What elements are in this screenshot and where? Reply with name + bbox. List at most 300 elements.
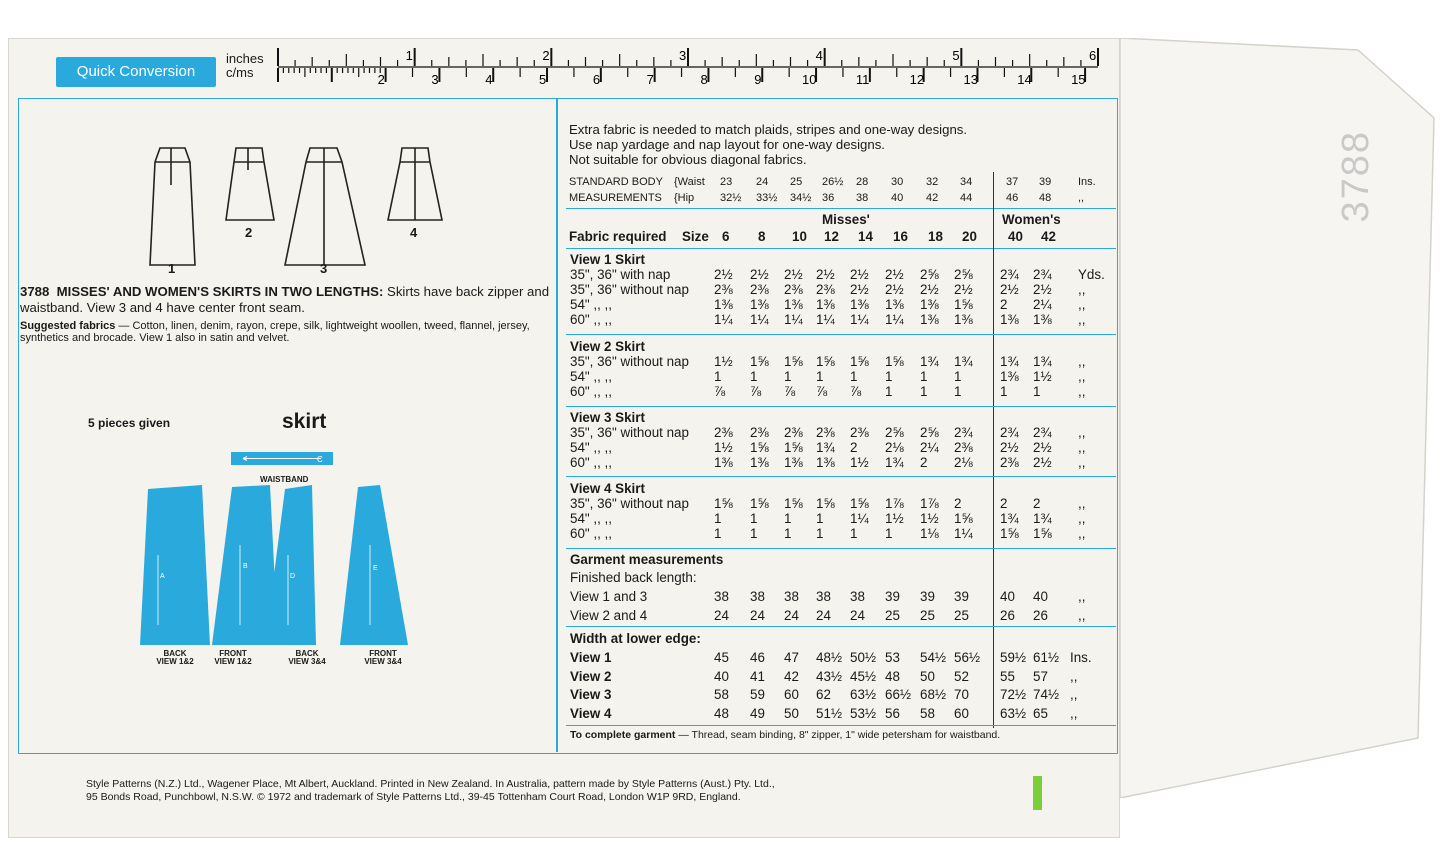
- width-value: 54½: [920, 650, 947, 665]
- garment-value: 24: [750, 608, 765, 623]
- view2-title: View 2 Skirt: [570, 339, 645, 354]
- view1-value: 2⅝: [920, 267, 939, 282]
- piece-label-back-34: BACK VIEW 3&4: [288, 649, 326, 666]
- view2-value: ⅞: [750, 384, 762, 399]
- cm-mark-label: 3: [431, 72, 439, 87]
- width-value: 55: [1000, 668, 1015, 684]
- cm-mark-label: 13: [963, 72, 978, 87]
- view3-value: 2: [850, 440, 858, 455]
- garment-value: 26: [1033, 608, 1048, 623]
- view2-value: 1¾: [1033, 354, 1052, 369]
- size-value: 14: [858, 229, 873, 244]
- garment-value: 40: [1033, 589, 1048, 604]
- view-3-sketch: [285, 148, 365, 265]
- hip-value: 42: [926, 192, 939, 204]
- view2-value: ⅞: [714, 384, 726, 399]
- hip-value: 48: [1039, 192, 1052, 204]
- footer-line-1: Style Patterns (N.Z.) Ltd., Wagener Place, Mt Albert, Auckland. Printed in New Zealand. In Australia, pattern made by Style Patterns (Aust.) Pty. Ltd.,: [86, 778, 775, 790]
- view2-value: ⅞: [850, 384, 862, 399]
- garment-value: 24: [784, 608, 799, 623]
- width-value: 58: [920, 705, 935, 721]
- view2-row-label: 60" ,, ,,: [570, 384, 612, 399]
- cm-mark-label: 14: [1017, 72, 1032, 87]
- view1-unit: ,,: [1078, 297, 1086, 312]
- width-value: 50: [784, 705, 799, 721]
- width-row-label: View 3: [570, 687, 612, 702]
- width-unit: ,,: [1070, 705, 1078, 721]
- view4-title: View 4 Skirt: [570, 481, 645, 496]
- cm-mark-label: 15: [1071, 72, 1086, 87]
- view1-value: 2½: [816, 267, 835, 282]
- garment-value: 24: [816, 608, 831, 623]
- view-sketches: [140, 140, 450, 280]
- view1-row-label: 35", 36" with nap: [570, 267, 671, 282]
- view2-value: 1½: [714, 354, 733, 369]
- view3-value: 2⅜: [784, 425, 803, 440]
- view4-value: 1: [750, 511, 758, 526]
- flap-pattern-number: 3788: [1335, 130, 1377, 223]
- view4-value: 1¾: [1000, 511, 1019, 526]
- view2-value: 1⅝: [850, 354, 869, 369]
- waist-value: 32: [926, 176, 939, 188]
- hip-value: 32½: [720, 192, 742, 204]
- garment-value: 39: [954, 589, 969, 604]
- inch-mark-label: 6: [1089, 48, 1097, 63]
- view1-value: 1⅜: [920, 297, 939, 312]
- view1-value: 2⅜: [784, 282, 803, 297]
- hip-value: 40: [891, 192, 904, 204]
- view1-value: 2¼: [1033, 297, 1052, 312]
- width-value: 58: [714, 687, 729, 702]
- width-value: 52: [954, 668, 969, 684]
- view3-value: 1⅝: [750, 440, 769, 455]
- piece-label-front-34: FRONT VIEW 3&4: [364, 649, 402, 666]
- view3-value: 1½: [850, 455, 869, 470]
- width-unit: Ins.: [1070, 650, 1092, 665]
- view2-value: 1: [954, 369, 962, 384]
- waistband-piece: [231, 452, 333, 465]
- view3-value: 1⅝: [784, 440, 803, 455]
- view1-unit: Yds.: [1078, 267, 1105, 282]
- view4-value: 1: [784, 526, 792, 541]
- piece-d-letter: D: [290, 573, 296, 580]
- column-divider: [556, 98, 558, 752]
- view4-value: 1⅝: [750, 496, 769, 511]
- garment-sub: Finished back length:: [570, 570, 697, 585]
- view4-value: 1½: [885, 511, 904, 526]
- view2-value: 1¾: [920, 354, 939, 369]
- view1-value: 2½: [1000, 282, 1019, 297]
- view3-value: 2½: [1000, 440, 1019, 455]
- view1-value: 1¼: [885, 312, 904, 327]
- view1-value: 1¼: [784, 312, 803, 327]
- waist-value: 24: [756, 176, 769, 188]
- view4-value: 1⅛: [920, 526, 939, 541]
- view3-row-label: 35", 36" without nap: [570, 425, 689, 440]
- view1-value: 2½: [885, 267, 904, 282]
- table-rule: [566, 334, 1116, 335]
- width-row-label: View 4: [570, 705, 612, 721]
- view2-row-label: 35", 36" without nap: [570, 354, 689, 369]
- view3-row-label: 54" ,, ,,: [570, 440, 612, 455]
- publisher-footer: [86, 778, 775, 804]
- svg-text:C: C: [317, 455, 323, 464]
- womens-label: Women's: [1002, 212, 1061, 227]
- inch-mark-label: 3: [679, 48, 687, 63]
- view4-value: 1⅝: [1033, 526, 1052, 541]
- garment-value: 25: [954, 608, 969, 623]
- width-title: Width at lower edge:: [570, 631, 701, 646]
- view1-value: 2½: [954, 282, 973, 297]
- view3-row-label: 60" ,, ,,: [570, 455, 612, 470]
- fabrics-text: — Cotton, linen, denim, rayon, crepe, silk, lightweight woollen, tweed, flannel, jersey, synthetics and brocade. View 1 also in satin and velvet.: [20, 320, 530, 344]
- size-value: 40: [1008, 229, 1023, 244]
- view2-value: 1: [750, 369, 758, 384]
- inch-mark-label: 4: [815, 48, 823, 63]
- garment-value: 38: [750, 589, 765, 604]
- view1-value: 2½: [885, 282, 904, 297]
- view1-value: 1⅝: [954, 297, 973, 312]
- cm-mark-label: 5: [539, 72, 547, 87]
- width-unit: ,,: [1070, 687, 1078, 702]
- hip-value: 38: [856, 192, 869, 204]
- misses-label: Misses': [822, 212, 870, 227]
- view2-value: 1¾: [954, 354, 973, 369]
- view2-value: 1: [1000, 384, 1008, 399]
- view1-value: 2¾: [1000, 267, 1019, 282]
- green-marker: [1033, 776, 1042, 810]
- garment-value: 24: [850, 608, 865, 623]
- view-2-sketch: [226, 148, 274, 220]
- view-1-sketch: [150, 148, 195, 265]
- view4-row-label: 60" ,, ,,: [570, 526, 612, 541]
- piece-e-letter: E: [373, 565, 378, 572]
- envelope-flap: [1118, 38, 1440, 798]
- view4-value: 1: [816, 526, 824, 541]
- width-value: 48: [714, 705, 729, 721]
- view1-value: 2⅜: [750, 282, 769, 297]
- view2-value: 1: [885, 369, 893, 384]
- view2-value: 1: [920, 369, 928, 384]
- garment-value: 38: [784, 589, 799, 604]
- size-value: 10: [792, 229, 807, 244]
- cm-mark-label: 7: [646, 72, 654, 87]
- view3-value: 2⅝: [885, 425, 904, 440]
- view1-value: 1⅜: [714, 297, 733, 312]
- view3-value: 1⅜: [714, 455, 733, 470]
- view4-value: 2: [1000, 496, 1008, 511]
- view1-value: 1⅜: [1000, 312, 1019, 327]
- view1-value: 2½: [714, 267, 733, 282]
- piece-a: [140, 485, 210, 645]
- size-label: Size: [682, 229, 709, 244]
- width-row-label: View 2: [570, 668, 612, 684]
- view4-value: 1: [885, 526, 893, 541]
- ditto-mark: ,,: [1078, 192, 1085, 204]
- quick-conversion-badge: Quick Conversion: [56, 57, 216, 87]
- table-rule: [566, 548, 1116, 549]
- view3-value: 2: [920, 455, 928, 470]
- complete-garment-note: [570, 729, 1100, 741]
- view-3-number: 3: [320, 261, 328, 276]
- view3-value: 2⅛: [885, 440, 904, 455]
- width-row-label: View 1: [570, 650, 612, 665]
- view1-value: 1¼: [816, 312, 835, 327]
- view1-value: 2½: [1033, 282, 1052, 297]
- view3-value: 2⅜: [750, 425, 769, 440]
- width-value: 42: [784, 668, 799, 684]
- waist-value: 25: [790, 176, 803, 188]
- width-value: 40: [714, 668, 729, 684]
- fabrics-label: Suggested fabrics: [20, 320, 116, 332]
- view2-value: 1: [784, 369, 792, 384]
- view3-value: 2⅜: [954, 440, 973, 455]
- inch-mark-label: 1: [405, 48, 413, 63]
- garment-value: 38: [850, 589, 865, 604]
- view4-value: 1: [714, 526, 722, 541]
- view4-value: 1⅞: [885, 496, 904, 511]
- view1-value: 1⅜: [920, 312, 939, 327]
- view1-value: 2½: [784, 267, 803, 282]
- width-value: 61½: [1033, 650, 1060, 665]
- view2-value: 1: [954, 384, 962, 399]
- view4-value: 1⅝: [784, 496, 803, 511]
- view1-value: 1¼: [750, 312, 769, 327]
- view4-value: 2: [1033, 496, 1041, 511]
- cm-mark-label: 6: [592, 72, 601, 87]
- garment-row-label: View 1 and 3: [570, 589, 648, 604]
- view1-unit: ,,: [1078, 282, 1086, 297]
- width-value: 56: [885, 705, 900, 721]
- cm-mark-label: 12: [909, 72, 925, 87]
- view1-value: 1⅜: [784, 297, 803, 312]
- view2-value: 1: [850, 369, 858, 384]
- waist-value: 34: [960, 176, 973, 188]
- view1-value: 1⅜: [750, 297, 769, 312]
- view4-value: 1: [850, 526, 858, 541]
- view4-row-label: 54" ,, ,,: [570, 511, 612, 526]
- view1-title: View 1 Skirt: [570, 252, 645, 267]
- waist-value: 37: [1006, 176, 1019, 188]
- view1-value: 1⅜: [954, 312, 973, 327]
- garment-unit: ,,: [1078, 608, 1086, 623]
- ruler-unit-labels: [226, 52, 264, 80]
- view4-unit: ,,: [1078, 496, 1086, 511]
- table-rule: [566, 626, 1116, 627]
- size-value: 6: [722, 229, 730, 244]
- view3-value: 1⅜: [784, 455, 803, 470]
- width-value: 72½: [1000, 687, 1027, 702]
- view-4-sketch: [388, 148, 442, 220]
- width-value: 48: [885, 668, 900, 684]
- piece-e: [340, 485, 408, 645]
- view3-value: 2⅜: [714, 425, 733, 440]
- width-value: 66½: [885, 687, 912, 702]
- view1-value: 2¾: [1033, 267, 1052, 282]
- cm-mark-label: 10: [802, 72, 817, 87]
- piece-label-front-12: FRONT VIEW 1&2: [214, 649, 252, 666]
- fabric-required-label: Fabric required: [569, 229, 667, 244]
- width-value: 63½: [850, 687, 877, 702]
- piece-label-back-12: BACK VIEW 1&2: [156, 649, 194, 666]
- width-value: 45: [714, 650, 729, 665]
- view3-value: 1¾: [816, 440, 835, 455]
- view4-value: 1: [784, 511, 792, 526]
- garment-value: 39: [885, 589, 900, 604]
- width-value: 65: [1033, 705, 1048, 721]
- view4-unit: ,,: [1078, 526, 1086, 541]
- note-line: Use nap yardage and nap layout for one-way designs.: [569, 137, 885, 152]
- view4-value: 1: [750, 526, 758, 541]
- view4-value: 1: [714, 511, 722, 526]
- garment-unit: ,,: [1078, 589, 1086, 604]
- view3-unit: ,,: [1078, 455, 1086, 470]
- view2-row-label: 54" ,, ,,: [570, 369, 612, 384]
- view1-value: 2½: [850, 267, 869, 282]
- view2-value: 1¾: [1000, 354, 1019, 369]
- width-value: 50½: [850, 650, 877, 665]
- width-value: 60: [954, 705, 969, 721]
- width-value: 50: [920, 668, 935, 684]
- width-value: 46: [750, 650, 765, 665]
- view4-value: 1⅞: [920, 496, 939, 511]
- view4-value: 1¼: [850, 511, 869, 526]
- width-value: 74½: [1033, 687, 1060, 702]
- complete-label: To complete garment: [570, 729, 676, 741]
- view2-value: 1: [1033, 384, 1041, 399]
- view3-value: 2¾: [954, 425, 973, 440]
- pattern-description: [20, 284, 555, 316]
- view3-value: 2¾: [1033, 425, 1052, 440]
- view3-unit: ,,: [1078, 440, 1086, 455]
- waist-value: 26½: [822, 176, 844, 188]
- view2-value: 1⅝: [885, 354, 904, 369]
- hip-value: 36: [822, 192, 835, 204]
- view2-value: 1: [885, 384, 893, 399]
- width-value: 70: [954, 687, 969, 702]
- view4-value: 1: [816, 511, 824, 526]
- view1-row-label: 60" ,, ,,: [570, 312, 612, 327]
- view2-value: 1⅝: [784, 354, 803, 369]
- view3-value: 2¾: [1000, 425, 1019, 440]
- hip-value: 44: [960, 192, 973, 204]
- garment-value: 39: [920, 589, 935, 604]
- width-value: 45½: [850, 668, 877, 684]
- garment-value: 26: [1000, 608, 1015, 623]
- garment-value: 38: [816, 589, 831, 604]
- view3-value: 2⅝: [920, 425, 939, 440]
- view3-value: 2⅜: [816, 425, 835, 440]
- width-value: 59½: [1000, 650, 1027, 665]
- view1-value: 2⅜: [816, 282, 835, 297]
- note-line: Extra fabric is needed to match plaids, stripes and one-way designs.: [569, 122, 968, 137]
- suggested-fabrics: [20, 320, 555, 344]
- width-value: 62: [816, 687, 831, 702]
- pattern-title: MISSES' AND WOMEN'S SKIRTS IN TWO LENGTHS:: [56, 284, 384, 299]
- view4-value: 1⅝: [1000, 526, 1019, 541]
- view1-value: 2½: [750, 267, 769, 282]
- cm-mark-label: 9: [754, 72, 762, 87]
- view4-value: 2: [954, 496, 962, 511]
- waist-value: 30: [891, 176, 904, 188]
- conversion-ruler: [272, 44, 1112, 90]
- view3-value: 1¾: [885, 455, 904, 470]
- cm-mark-label: 2: [377, 72, 385, 87]
- view3-value: 1½: [714, 440, 733, 455]
- hip-value: 34½: [790, 192, 812, 204]
- view4-value: 1¼: [954, 526, 973, 541]
- width-value: 47: [784, 650, 799, 665]
- view2-unit: ,,: [1078, 354, 1086, 369]
- view4-value: 1¾: [1033, 511, 1052, 526]
- width-value: 41: [750, 668, 765, 684]
- inches-label: inches: [226, 51, 264, 66]
- view3-value: 2½: [1033, 440, 1052, 455]
- view1-row-label: 35", 36" without nap: [570, 282, 689, 297]
- view1-value: 1¼: [850, 312, 869, 327]
- view4-value: 1⅝: [850, 496, 869, 511]
- view2-value: 1⅜: [1000, 369, 1019, 384]
- inch-mark-label: 5: [952, 48, 960, 63]
- table-rule: [566, 248, 1116, 249]
- pieces-count: 5 pieces given: [88, 416, 171, 430]
- view2-value: 1⅝: [816, 354, 835, 369]
- flap-shape: [1118, 38, 1440, 798]
- cm-mark-label: 4: [485, 72, 493, 87]
- hip-label: {Hip: [674, 192, 695, 204]
- body-label: MEASUREMENTS: [569, 192, 662, 204]
- pattern-number: 3788: [20, 284, 50, 299]
- pattern-text: Skirts have back zipper and waistband. View 3 and 4 have center front seam.: [20, 284, 550, 315]
- view1-value: 1¼: [714, 312, 733, 327]
- width-value: 59: [750, 687, 765, 702]
- view4-unit: ,,: [1078, 511, 1086, 526]
- fabric-notes: [569, 122, 967, 167]
- waistband-label: WAISTBAND: [260, 475, 309, 484]
- width-value: 60: [784, 687, 799, 702]
- view1-unit: ,,: [1078, 312, 1086, 327]
- garment-title: Garment measurements: [570, 552, 724, 567]
- pattern-pieces: [140, 485, 410, 645]
- view1-value: 2½: [920, 282, 939, 297]
- garment-value: 40: [1000, 589, 1015, 604]
- view4-value: 1⅝: [714, 496, 733, 511]
- width-value: 53: [885, 650, 900, 665]
- view2-value: 1: [816, 369, 824, 384]
- inch-mark-label: 2: [542, 48, 550, 63]
- width-unit: ,,: [1070, 668, 1078, 684]
- cm-mark-label: 8: [700, 72, 708, 87]
- garment-value: 38: [714, 589, 729, 604]
- misses-womens-divider: [993, 172, 994, 728]
- view2-value: 1⅝: [750, 354, 769, 369]
- view3-value: 2½: [1033, 455, 1052, 470]
- table-rule: [566, 406, 1116, 407]
- footer-line-2: 95 Bonds Road, Punchbowl, N.S.W. © 1972 and trademark of Style Patterns Ltd., 39-45 Tottenham Court Road, London W1P 9RD, England.: [86, 791, 741, 803]
- width-value: 63½: [1000, 705, 1027, 721]
- width-value: 48½: [816, 650, 843, 665]
- view1-value: 2⅜: [714, 282, 733, 297]
- view4-value: 1⅝: [954, 511, 973, 526]
- ins-unit: Ins.: [1078, 176, 1096, 188]
- view1-value: 2: [1000, 297, 1008, 312]
- table-rule: [566, 208, 1116, 209]
- waist-value: 39: [1039, 176, 1052, 188]
- view2-value: 1: [920, 384, 928, 399]
- hip-value: 33½: [756, 192, 778, 204]
- view3-value: 1⅜: [816, 455, 835, 470]
- view3-value: 2¼: [920, 440, 939, 455]
